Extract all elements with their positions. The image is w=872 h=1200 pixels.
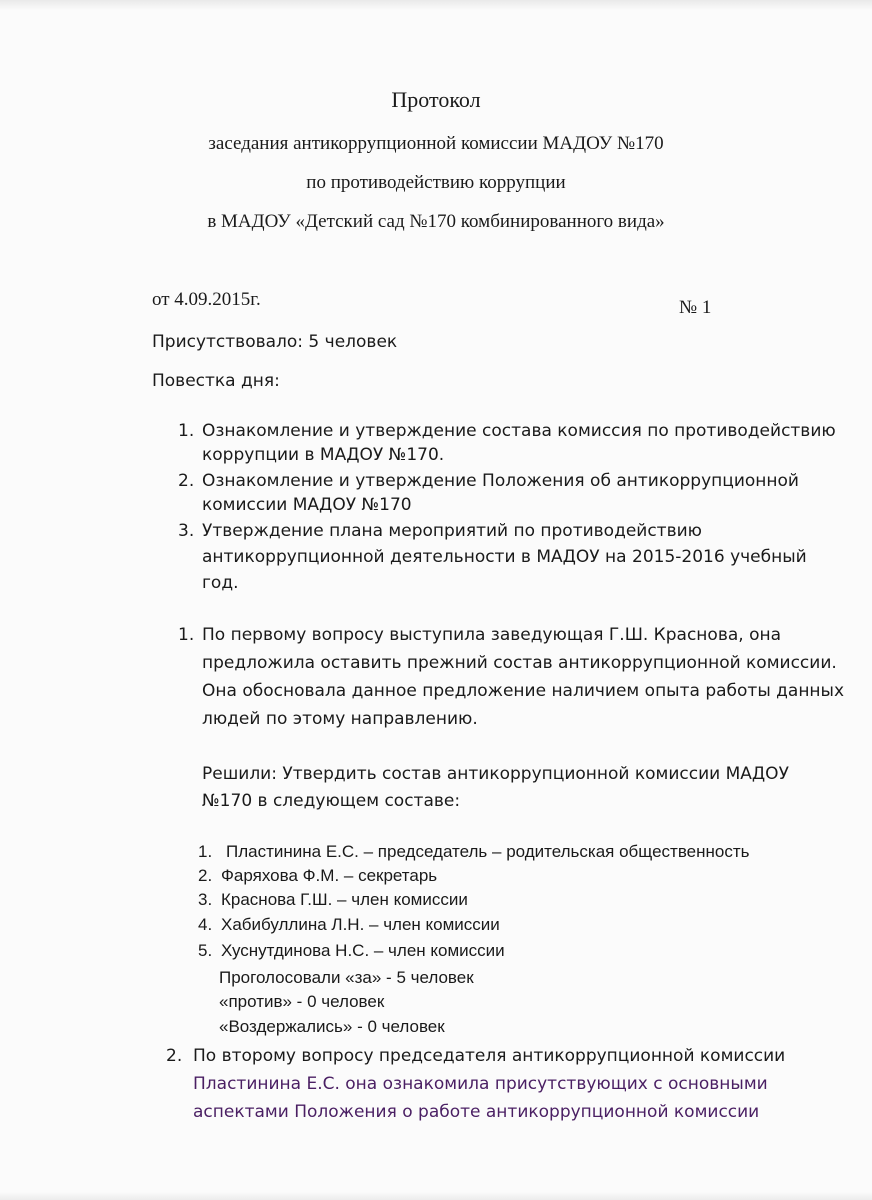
scan-edge-bottom <box>0 1192 872 1200</box>
member-number: 5. <box>198 941 213 960</box>
paragraph-line: Пластинина Е.С. она ознакомила присутствующих с основными <box>193 1074 768 1094</box>
agenda-number: 2. <box>178 471 195 491</box>
paragraph-line: предложила оставить прежний состав антикоррупционной комиссии. <box>202 653 837 673</box>
protocol-number: № 1 <box>679 297 712 318</box>
votes-against: «против» - 0 человек <box>219 992 385 1011</box>
agenda-number: 1. <box>178 421 195 441</box>
item-number: 2. <box>166 1046 183 1066</box>
scan-edge-top <box>0 0 872 10</box>
agenda-item-text: антикоррупционной деятельности в МАДОУ на 2015-2016 учебный <box>202 547 807 567</box>
decision-line: Решили: Утвердить состав антикоррупционной комиссии МАДОУ <box>202 764 789 784</box>
member-entry: Хуснутдинова Н.С. – член комиссии <box>221 941 505 960</box>
member-entry: Хабибуллина Л.Н. – член комиссии <box>221 915 500 934</box>
paragraph-line: По второму вопросу председателя антикоррупционной комиссии <box>193 1046 786 1066</box>
votes-abstained: «Воздержались» - 0 человек <box>219 1017 445 1036</box>
paragraph-line: Она обосновала данное предложение наличием опыта работы данных <box>202 681 845 701</box>
agenda-label: Повестка дня: <box>152 371 280 391</box>
agenda-item-text: Утверждение плана мероприятий по противодействию <box>202 521 702 541</box>
member-entry: Фаряхова Ф.М. – секретарь <box>221 866 438 885</box>
agenda-item-text: коррупции в МАДОУ №170. <box>202 445 445 465</box>
attendance: Присутствовало: 5 человек <box>152 332 398 352</box>
paragraph-line: людей по этому направлению. <box>202 709 478 729</box>
member-entry: Пластинина Е.С. – председатель – родительская общественность <box>226 842 750 861</box>
protocol-date: от 4.09.2015г. <box>152 289 261 310</box>
member-number: 1. <box>198 842 213 861</box>
agenda-item-text: комиссии МАДОУ №170 <box>202 495 412 515</box>
agenda-item-text: год. <box>202 573 239 593</box>
decision-line: №170 в следующем составе: <box>202 791 461 811</box>
member-entry: Краснова Г.Ш. – член комиссии <box>221 890 468 909</box>
member-number: 2. <box>198 866 213 885</box>
document-title: Протокол <box>391 87 481 112</box>
paragraph-line: По первому вопросу выступила заведующая Г.Ш. Краснова, она <box>202 625 781 645</box>
agenda-number: 3. <box>178 521 195 541</box>
agenda-item-text: Ознакомление и утверждение Положения об антикоррупционной <box>202 471 799 491</box>
paragraph-line: аспектами Положения о работе антикоррупционной комиссии <box>193 1102 760 1122</box>
member-number: 3. <box>198 890 213 909</box>
member-number: 4. <box>198 915 213 934</box>
item-number: 1. <box>178 625 195 645</box>
agenda-item-text: Ознакомление и утверждение состава комиссия по противодействию <box>202 421 836 441</box>
subtitle-line-3: в МАДОУ «Детский сад №170 комбинированного вида» <box>207 211 665 232</box>
subtitle-line-1: заседания антикоррупционной комиссии МАДОУ №170 <box>208 133 664 154</box>
subtitle-line-2: по противодействию коррупции <box>306 172 566 193</box>
votes-for: Проголосовали «за» - 5 человек <box>219 968 474 987</box>
